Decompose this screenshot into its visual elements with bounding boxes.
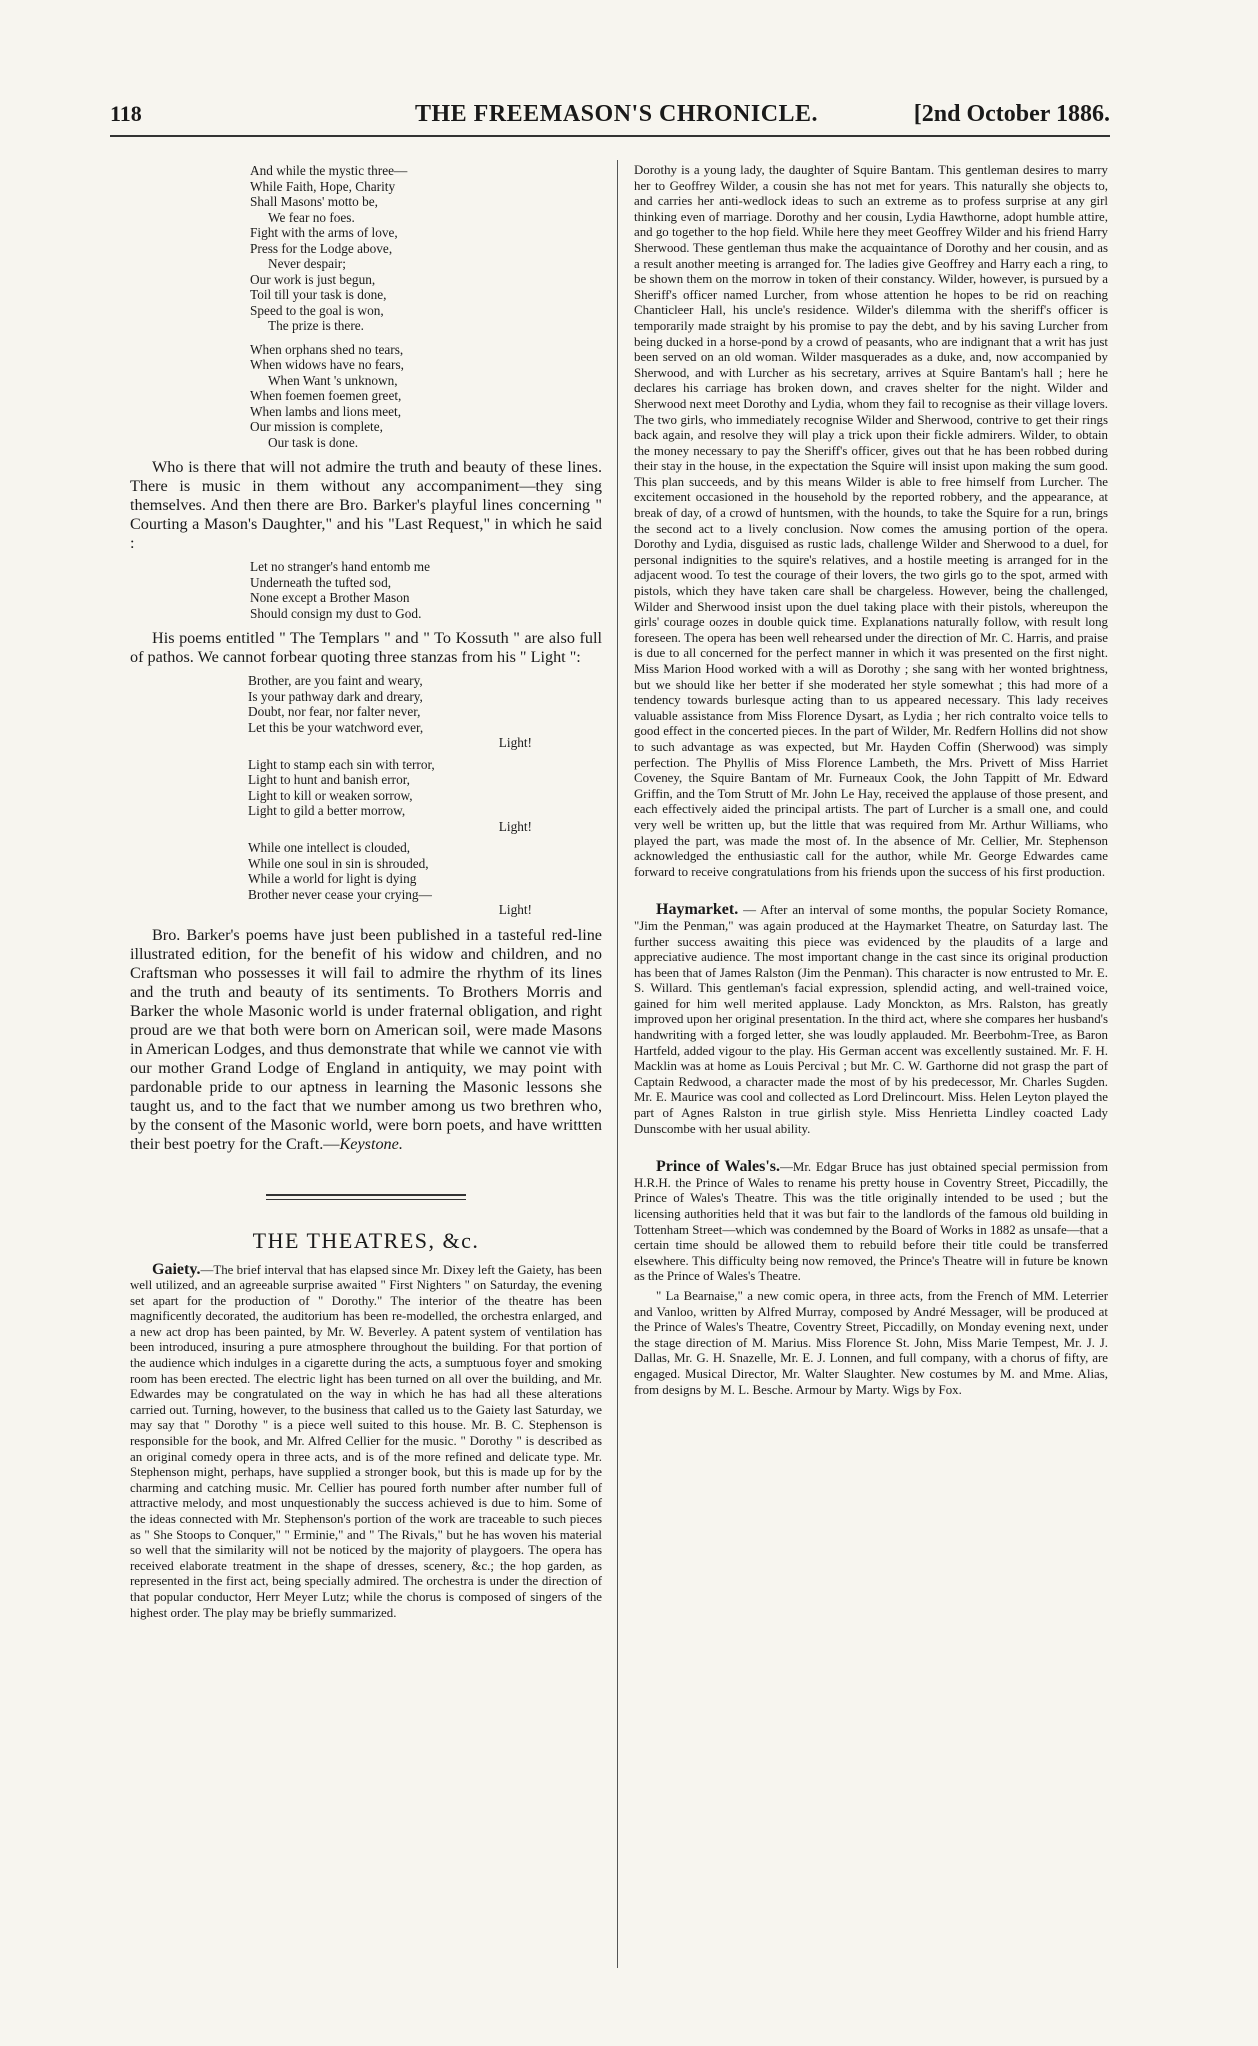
verse-line: Light to gild a better morrow, <box>248 803 406 818</box>
bearnaise-paragraph: " La Bearnaise," a new comic opera, in three acts, from the French of MM. Leterrier and Vanloo, written by Alfred Murray, composed by André Messager, will be produced at the Prince of Wales's Theatre, Coventry Street, Piccadilly, on Monday evening next, under the stage direction of M. Marius. Miss Florence St. John, Miss Marie Tempest, Mr. J. J. Dallas, Mr. G. H. Snazelle, Mr. E. J. Lonnen, and full company, with a chorus of fifty, are engaged. Musical Director, Mr. Walter Slaughter. New costumes by M. and Mme. Alias, from designs by M. L. Besche. Armour by Marty. Wigs by Fox. <box>634 1288 1108 1397</box>
prince-heading: Prince of Wales's. <box>656 1158 780 1176</box>
verse-light <box>130 673 602 918</box>
verse-line: While Faith, Hope, Charity <box>250 178 396 194</box>
verse-line: Light to kill or weaken sorrow, <box>248 787 413 803</box>
paragraph-barker-poems <box>130 926 602 1154</box>
verse-line: The prize is there. <box>268 318 364 333</box>
verse-line: Light! <box>498 902 532 917</box>
masthead-title: THE FREEMASON'S CHRONICLE. <box>415 101 819 127</box>
paragraph-poems-entitled: His poems entitled " The Templars " and " To Kossuth " are also full of pathos. We cannot forbear quoting three stanzas from his " Light ": <box>130 629 602 666</box>
verse-line: Should consign my dust to God. <box>250 605 422 621</box>
verse-line: Is your pathway dark and dreary, <box>248 688 423 704</box>
verse-line: Our mission is complete, <box>250 419 383 434</box>
section-title: THE THEATRES, &c. <box>252 1227 480 1253</box>
verse-line: While one soul in sin is shrouded, <box>248 855 429 871</box>
gaiety-paragraph <box>130 1262 602 1622</box>
verse-line: When widows have no fears, <box>250 357 404 372</box>
verse-line: When foemen foemen greet, <box>250 388 402 403</box>
left-column <box>130 163 602 1625</box>
verse-last-request <box>130 559 602 621</box>
verse-line: Our task is done. <box>268 434 359 450</box>
source-credit: Keystone. <box>339 1134 403 1153</box>
prince-paragraph <box>634 1159 1108 1285</box>
verse-line: Our work is just begun, <box>250 271 376 287</box>
verse-line: Shall Masons' motto be, <box>250 194 378 209</box>
verse-line: Let no stranger's hand entomb me <box>250 559 431 574</box>
verse-line: Toil till your task is done, <box>250 287 387 302</box>
verse-line: Doubt, nor fear, nor falter never, <box>248 704 421 719</box>
verse-line: While one intellect is clouded, <box>248 840 411 855</box>
gaiety-text: —The brief interval that has elapsed since Mr. Dixey left the Gaiety, has been well utilized, and an agreeable surprise awaited " First Nighters " on Saturday, the evening set apart for the production of " Dorothy." The interior of the theatre has been magnificently decorated, the auditorium has been re-modelled, the orchestra enlarged, and a new act drop has been painted, by Mr. W. Beverley. A patent system of ventilation has been introduced, insuring a pure atmosphere throughout the building. For that portion of the audience which indulges in a cigarette during the acts, a sumptuous foyer and smoking room has been erected. The electric light has been turned on all over the building, and Mr. Edwardes may be congratulated on the way in which he has had all these alterations carried out. Turning, however, to the business that called us to the Gaiety last Saturday, we may say that " Dorothy " is a piece well suited to this house. Mr. B. C. Stephenson is responsible for the book, and Mr. Alfred Cellier for the music. " Dorothy " is described as an original comedy opera in three acts, and is of the more refined and delicate type. Mr. Stephenson might, perhaps, have supplied a stronger book, but this is made up for by the charming and catching music. Mr. Cellier has poured forth number after number full of attractive melody, and most unquestionably the success achieved is due to him. Some of the ideas connected with Mr. Stephenson's portion of the work are traceable to such pieces as " She Stoops to Conquer," " Erminie," and " The Rivals," but he has woven his material so well that the similarity will not be noticed by the majority of playgoers. The opera has received elaborate treatment in the shape of dresses, scenery, &c.; the hop garden, as represented in the first act, being specially admired. The orchestra is under the direction of that popular conductor, Herr Meyer Lutz; while the chorus is composed of singers of the highest order. The play may be briefly summarized. <box>130 1262 602 1620</box>
verse-line: Never despair; <box>268 256 346 271</box>
verse-line: Press for the Lodge above, <box>250 240 393 256</box>
haymarket-paragraph <box>634 902 1108 1137</box>
verse-line: Brother, are you faint and weary, <box>248 673 423 688</box>
issue-date: [2nd October 1886. <box>913 101 1110 127</box>
verse-line: And while the mystic three— <box>250 163 408 178</box>
page-header <box>110 101 1110 131</box>
verse-line: Fight with the arms of love, <box>250 225 398 240</box>
dorothy-summary: Dorothy is a young lady, the daughter of Squire Bantam. This gentleman desires to marry her to Geoffrey Wilder, a cousin she has not met for years. This naturally she objects to, and carries her anti-wedlock ideas to such an extreme as to profess surprise at any girl thinking even of marriage. Dorothy and her cousin, Lydia Hawthorne, adopt humble attire, and go together to the hop field. While here they meet Geoffrey Wilder and his friend Harry Sherwood. These gentleman thus make the acquaintance of Dorothy and her cousin, and as a result another meeting is arranged for. The ladies give Geoffrey and Harry each a ring, to be shown them on the morrow in token of their constancy. Wilder, however, is pursued by a Sheriff's officer named Lurcher, from whose attention he hopes to be rid on reaching Chanticleer Hall, his uncle's residence. Wilder's dilemma with the sheriff's officer is temporarily made straight by his promise to pay the debt, and by his saving Lurcher from being ducked in a horse-pond by a crowd of peasants, who are indignant that a writ has just been served on an old woman. Wilder masquerades as a duke, and, now accompanied by Sherwood, and with Lurcher as his secretary, arrives at Squire Bantam's hall ; here he declares his carriage has broken down, and craves shelter for the night. Wilder and Sherwood next meet Dorothy and Lydia, whom they fail to recognise as their village lovers. The two girls, who immediately recognise Wilder and Sherwood, contrive to get their rings back again, and resolve they will play a trick upon their fickle admirers. Wilder, to obtain the money necessary to pay the Sheriff's officer, gives out that he has been robbed during their stay in the house, in the expectation the Squire will insist upon making the sum good. This plan succeeds, and by this means Wilder is able to free himself from Lurcher. The excitement occasioned in the household by the reported robbery, and the appearance, at break of day, of a crowd of huntsmen, with the hounds, to take the Squire for a run, brings the second act to a lively conclusion. Now comes the amusing portion of the opera. Dorothy and Lydia, disguised as rustic lads, challenge Wilder and Sherwood to a duel, for personal indignities to the squire's relatives, and a hostile meeting is arranged for in the adjacent wood. To test the courage of their lovers, the two girls go to the spot, armed with pistols, which they have taken care shall be chargeless. However, being the challenged, Wilder and Sherwood insist upon the duel taking place with their pistols, whereupon the girls' courage oozes in double quick time. Explanations naturally follow, with result long foreseen. The opera has been well rehearsed under the direction of Mr. C. Harris, and praise is due to all concerned for the perfect manner in which it was presented on the first night. Miss Marion Hood worked with a will as Dorothy ; she sang with her wonted brightness, but we should like her better if she moderated her style somewhat ; this had more of a tendency towards burlesque acting than to us appeared necessary. This lady receives valuable assistance from Miss Florence Dysart, as Lydia ; her rich contralto voice tells to good effect in the concerted pieces. In the part of Wilder, Mr. Redfern Hollins did not show to such advantage as was expected, but Mr. Hayden Coffin (Sherwood) was simply perfection. The Phyllis of Miss Florence Lambeth, the Mrs. Privett of Miss Harriet Coveney, the Squire Bantam of Mr. Furneaux Cook, the John Tappitt of Mr. Edward Griffin, and the Tom Strutt of Mr. John Le Hay, received the applause of those present, and each effectively aided the principal artists. The part of Lurcher is a small one, and could very well be written up, but the little that was required from Mr. Arthur Williams, who played the part, was made the most of. In the absence of Mr. Cellier, Mr. Stephenson acknowledged the enthusiastic call for the author, while Mr. George Edwardes came forward to receive congratulations from his friends upon the success of his first production. <box>634 163 1108 879</box>
verse-line: When lambs and lions meet, <box>250 403 402 419</box>
verse-line: When orphans shed no tears, <box>250 341 404 357</box>
verse-line: Light to hunt and banish error, <box>248 772 410 787</box>
verse-mystic-three <box>130 163 602 450</box>
right-column <box>634 163 1108 1402</box>
gaiety-heading: Gaiety. <box>152 1260 201 1278</box>
verse-line: Light! <box>498 735 532 750</box>
verse-line: Let this be your watchword ever, <box>248 719 424 735</box>
page-number: 118 <box>110 101 142 126</box>
verse-line: Light! <box>498 818 532 834</box>
haymarket-heading: Haymarket. <box>656 901 739 919</box>
verse-line: While a world for light is dying <box>248 871 417 886</box>
column-rule <box>617 160 618 1968</box>
verse-line: Brother never cease your crying— <box>248 886 432 902</box>
section-divider <box>266 1194 466 1200</box>
verse-line: Underneath the tufted sod, <box>250 574 392 590</box>
prince-text: —Mr. Edgar Bruce has just obtained special permission from H.R.H. the Prince of Wales to rename his pretty house in Coventry Street, Piccadilly, the Prince of Wales's Theatre. This was the title originally intended to be used ; but the licensing authorities held that it was but fair to the landlords of the famous old building in Tottenham Street—which was condemned by the Board of Works in 1882 as unsafe—that a certain time should be allowed them to rebuild before their title could be transferred elsewhere. This difficulty being now removed, the Prince's Theatre will in future be known as the Prince of Wales's Theatre. <box>634 1160 1108 1284</box>
header-rule <box>110 135 1110 137</box>
verse-line: When Want 's unknown, <box>268 372 398 388</box>
verse-line: We fear no foes. <box>268 209 355 225</box>
paragraph-text: Bro. Barker's poems have just been published in a tasteful red-line illustrated edition, for the benefit of his widow and children, and no Craftsman who possesses it will fail to admire the rhythm of its lines and the truth and beauty of its sentiments. To Brothers Morris and Barker the whole Masonic world is under fraternal obligation, and right proud are we that both were born on American soil, were made Masons in American Lodges, and thus demonstrate that while we cannot vie with our mother Grand Lodge of England in antiquity, we may point with pardonable pride to our aptness in learning the Masonic lessons she taught us, and to the fact that we number among us two brethren who, by the consent of the Masonic world, were born poets, and have writtten their best poetry for the Craft.— <box>130 925 603 1153</box>
haymarket-text: — After an interval of some months, the popular Society Romance, "Jim the Penman," was again produced at the Haymarket Theatre, on Saturday last. The further success awaiting this piece was evidenced by the plaudits of a large and appreciative audience. The most important change in the cast since its original production has been that of James Ralston (Jim the Penman). This character is now entrusted to Mr. E. S. Willard. This gentleman's facial expression, splendid acting, and well-trained voice, gained for him well merited applause. Lady Monckton, as Mrs. Ralston, has greatly improved upon her original presentation. In the third act, where she compares her husband's handwriting with a forged letter, she was loudly applauded. Mr. Beerbohm-Tree, as Baron Hartfeld, added vigour to the play. His German accent was excellently sustained. Mr. F. H. Macklin was at home as Louis Percival ; but Mr. C. W. Garthorne did not grasp the part of Captain Redwood, a character made the most of by his predecessor, Mr. Charles Sugden. Mr. E. Maurice was cool and collected as Lord Drelincourt. Miss. Helen Leyton played the part of Agnes Ralston in true girlish style. Miss Henrietta Lindley coacted Lady Dunscombe with her usual ability. <box>634 903 1108 1136</box>
verse-line: Speed to the goal is won, <box>250 302 384 318</box>
verse-line: Light to stamp each sin with terror, <box>248 756 435 772</box>
paragraph-admire-lines: Who is there that will not admire the truth and beauty of these lines. There is music in them without any accompaniment—they sing themselves. And then there are Bro. Barker's playful lines concerning " Courting a Mason's Daughter," and his "Last Request," in which he said : <box>130 458 602 552</box>
verse-line: None except a Brother Mason <box>250 590 410 605</box>
